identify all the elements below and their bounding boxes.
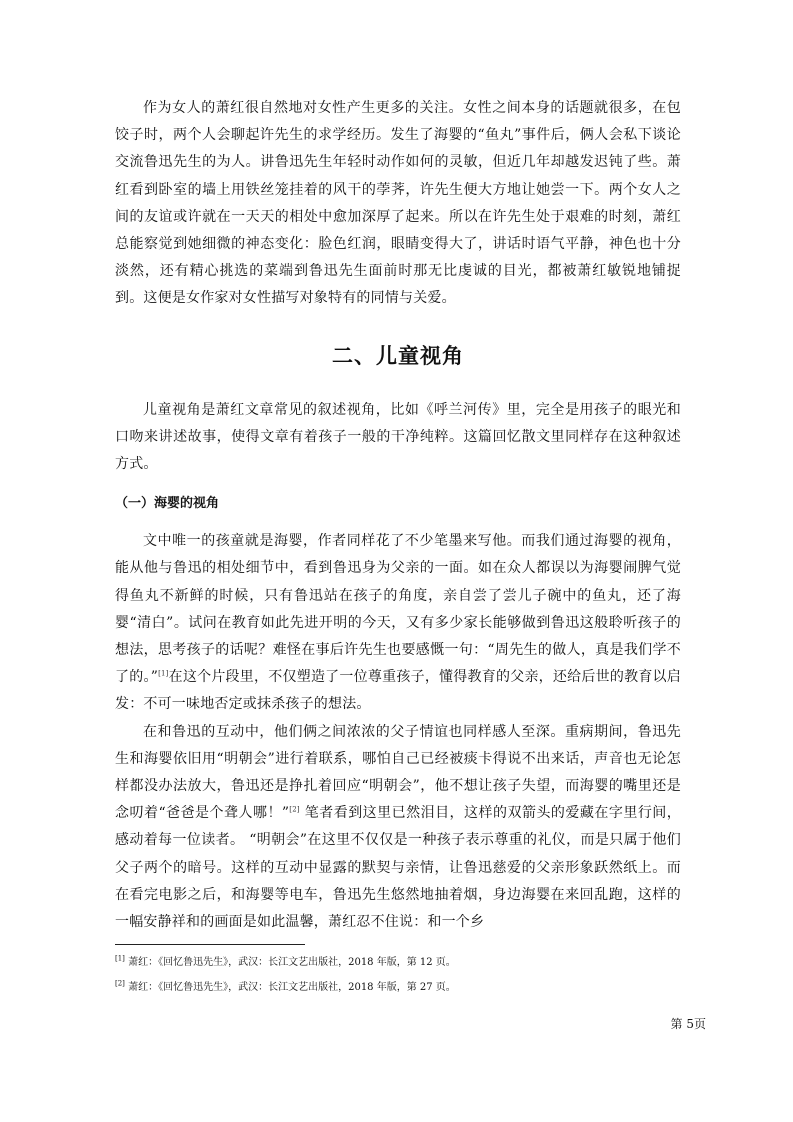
footnote-divider [115,944,305,945]
footnote-marker: [1] [115,954,125,963]
paragraph-text: 在这个片段里，不仅塑造了一位尊重孩子，懂得教育的父亲，还给后世的教育以启发：不可一味地否定或抹杀孩子的想法。 [115,669,681,713]
footnote-text: 萧红：《回忆鲁迅先生》，武汉：长江文艺出版社，2018 年版，第 12 页。 [124,957,456,968]
paragraph-women-perspective: 作为女人的萧红很自然地对女性产生更多的关注。女性之间本身的话题就很多，在包饺子时，两个人会聊起许先生的求学经历。发生了海婴的“鱼丸”事件后，俩人会私下谈论交流鲁迅先生的为人。讲鲁迅先生年轻时动作如何的灵敏，但近几年却越发迟钝了些。萧红看到卧室的墙上用铁丝笼挂着的风干的荸荠，许先生便大方地让她尝一下。两个女人之间的友谊或许就在一天天的相处中愈加深厚了起来。所以在许先生处于艰难的时刻，萧红总能察觉到她细微的神态变化：脸色红润，眼睛变得大了，讲话时语气平静，神色也十分淡然，还有精心挑选的菜端到鲁迅先生面前时那无比虔诚的目光，都被萧红敏锐地铺捉到。这便是女作家对女性描写对象特有的同情与关爱。 [115,100,681,307]
paragraph-text: 在和鲁迅的互动中，他们俩之间浓浓的父子情谊也同样感人至深。重病期间，鲁迅先生和海婴依旧用“明朝会”进行着联系，哪怕自己已经被痰卡得说不出来话，声音也无论怎样都没办法放大，鲁迅还是挣扎着回应“明朝会”，他不想让孩子失望，而海婴的嘴里还是念叨着“爸爸是个聋人哪！” [115,723,681,822]
footnote-ref-1[interactable]: [1] [158,669,169,678]
body-text [115,95,681,936]
paragraph-text: 笔者看到这里已然泪目，这样的双箭头的爱藏在字里行间，感动着每一位读者。 “明朝会”在这里不仅仅是一种孩子表示尊重的礼仪，而是只属于他们父子两个的暗号。这样的互动中显露的默契与亲情，让鲁迅慈爱的父亲形象跃然纸上。而在看完电影之后，和海婴等电车，鲁迅先生悠然地抽着烟，身边海婴在来回乱跑，这样的一幅安静祥和的画面是如此温馨，萧红忍不住说：和一个乡 [115,805,681,931]
footnote-1 [115,955,681,971]
footnote-ref-2[interactable]: [2] [289,805,300,814]
page-number: 第 5页 [670,1017,706,1031]
paragraph-text: 文中唯一的孩童就是海婴，作者同样花了不少笔墨来写他。而我们通过海婴的视角，能从他与鲁迅的相处细节中，看到鲁迅身为父亲的一面。如在众人都误以为海婴闹脾气觉得鱼丸不新鲜的时候，只有鲁迅站在孩子的角度，亲自尝了尝儿子碗中的鱼丸，还了海婴“清白”。试问在教育如此先进开明的今天，又有多少家长能够做到鲁迅这般聆听孩子的想法，思考孩子的话呢？难怪在事后许先生也要感慨一句：“周先生的做人，真是我们学不了的。” [115,533,681,686]
footnote-text: 萧红：《回忆鲁迅先生》，武汉：长江文艺出版社，2018 年版，第 27 页。 [124,982,456,993]
footnotes [115,944,681,1005]
paragraph-father-son-bond [115,719,681,937]
section-title: 二、儿童视角 [332,343,464,368]
paragraph-child-perspective-intro: 儿童视角是萧红文章常见的叙述视角，比如《呼兰河传》里，完全是用孩子的眼光和口吻来讲述故事，使得文章有着孩子一般的干净纯粹。这篇回忆散文里同样存在这种叙述方式。 [115,401,681,473]
subsection-title: （一）海婴的视角 [115,496,220,512]
paragraph-haiying-fishball [115,528,681,718]
footnote-marker: [2] [115,979,125,988]
footnote-2 [115,980,681,996]
